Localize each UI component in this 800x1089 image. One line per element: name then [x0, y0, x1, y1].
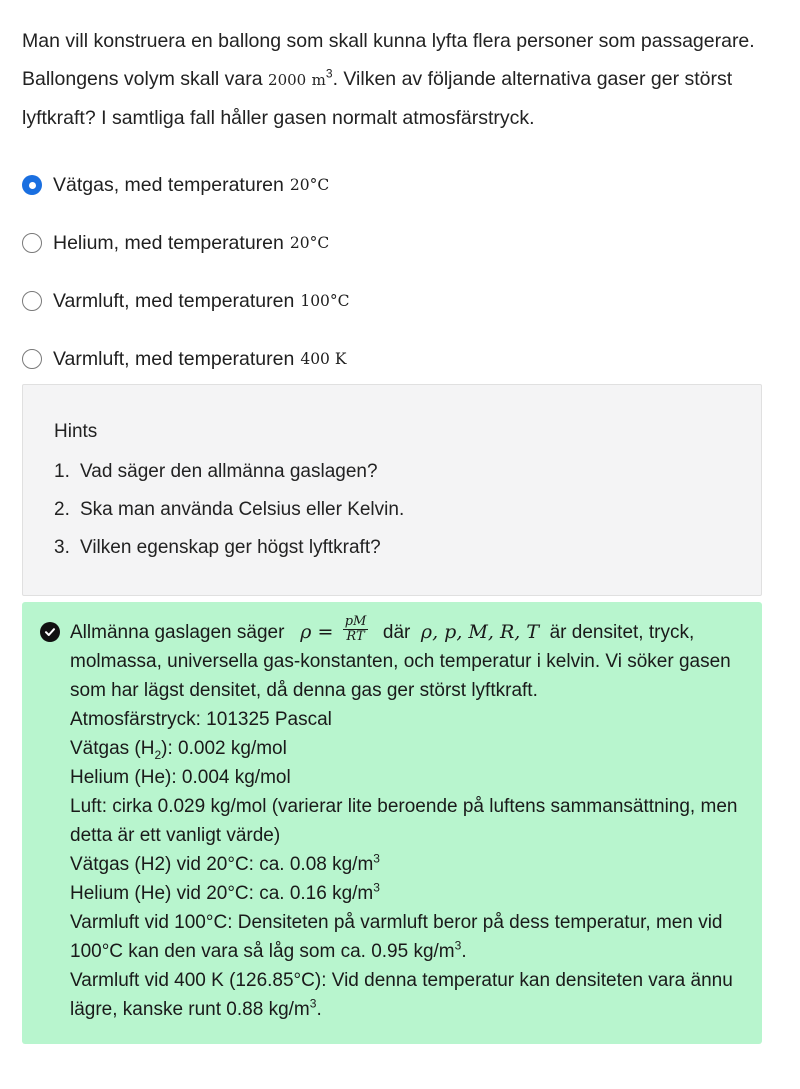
hint-item — [54, 491, 731, 529]
option-label: Varmluft, med temperaturen — [53, 289, 295, 312]
hint-number: 3. — [54, 537, 70, 558]
hints-title: Hints — [54, 421, 98, 442]
helium-density — [70, 879, 744, 908]
exponent: 3 — [309, 997, 317, 1012]
question-text — [22, 22, 762, 137]
h2-pre: Vätgas (H — [70, 738, 155, 760]
answer-options — [22, 156, 762, 388]
option-value: 20°C — [289, 176, 330, 194]
formula-lhs: ρ = — [300, 621, 334, 643]
formula-numerator: pM — [344, 614, 367, 630]
option-value: 20°C — [289, 234, 330, 252]
hint-item — [54, 453, 731, 491]
option-hydrogen-20c[interactable] — [22, 156, 762, 214]
formula-fraction — [343, 615, 369, 644]
hint-number: 1. — [54, 461, 70, 482]
volume-value: 2000 — [268, 71, 307, 89]
air-molar-mass: Luft: cirka 0.029 kg/mol (varierar lite beroende på luftens sammansättning, men detta är ett vanligt värde) — [70, 796, 738, 847]
volume-unit: m — [311, 71, 326, 89]
hint-text: Vilken egenskap ger högst lyftkraft? — [80, 537, 381, 558]
checkmark-icon — [44, 626, 56, 638]
option-hotair-100c[interactable] — [22, 272, 762, 330]
hydrogen-molar-mass — [70, 734, 744, 763]
hint-item — [54, 529, 731, 567]
intro-text: Allmänna gaslagen säger — [70, 622, 285, 643]
period: . — [316, 999, 322, 1021]
where-text: där — [382, 622, 411, 643]
volume-exponent: 3 — [325, 66, 333, 81]
answer-feedback-panel — [22, 602, 762, 1044]
option-label: Helium, med temperaturen — [53, 231, 284, 254]
hint-number: 2. — [54, 499, 70, 520]
hint-text: Ska man använda Celsius eller Kelvin. — [80, 499, 405, 520]
hotair-400-density — [70, 966, 744, 1024]
exponent: 3 — [373, 852, 380, 867]
hot100-text: Varmluft vid 100°C: Densiteten på varmluft beror på dess temperatur, men vid 100°C kan den vara så låg som ca. 0.95 kg/m — [70, 912, 723, 963]
h2-sub: 2 — [154, 748, 162, 763]
radio-icon[interactable] — [22, 233, 42, 253]
formula-symbols: ρ, p, M, R, T — [420, 621, 540, 643]
hotair-100-density — [70, 908, 744, 966]
h2-post: ): 0.002 kg/mol — [161, 738, 287, 760]
hydrogen-density — [70, 850, 744, 879]
formula-denominator: RT — [346, 629, 365, 645]
helium-molar-mass: Helium (He): 0.004 kg/mol — [70, 767, 291, 789]
question-part-2: . Vilken av följande alternativa gaser ger störst lyftkraft? I samtliga fall håller gasen normalt atmosfärstryck. — [22, 68, 733, 129]
option-hotair-400k[interactable] — [22, 330, 762, 388]
radio-selected-icon[interactable] — [22, 175, 42, 195]
h2-density-text: Vätgas (H2) vid 20°C: ca. 0.08 kg/m — [70, 854, 374, 876]
he-density-text: Helium (He) vid 20°C: ca. 0.16 kg/m — [70, 883, 374, 905]
hint-text: Vad säger den allmänna gaslagen? — [80, 461, 378, 482]
exponent: 3 — [454, 939, 462, 954]
radio-icon[interactable] — [22, 349, 42, 369]
option-label: Vätgas, med temperaturen — [53, 173, 284, 196]
option-label: Varmluft, med temperaturen — [53, 347, 295, 370]
exponent: 3 — [373, 881, 380, 896]
pressure-line: Atmosfärstryck: 101325 Pascal — [70, 709, 332, 731]
option-value: 400 K — [300, 350, 347, 368]
answer-intro — [70, 614, 744, 705]
hints-panel — [22, 384, 762, 596]
radio-icon[interactable] — [22, 291, 42, 311]
question-part-1: Man vill konstruera en ballong som skall kunna lyfta flera personer som passagerare. Ballongens volym skall vara — [22, 30, 755, 90]
hot400-text: Varmluft vid 400 K (126.85°C): Vid denna temperatur kan densiteten vara ännu lägre, kanske runt 0.88 kg/m — [70, 970, 733, 1021]
intro-rest: är densitet, tryck, molmassa, universella gas-konstanten, och temperatur i kelvin. Vi söker gasen som har lägst densitet, då denna gas ger störst lyftkraft. — [70, 622, 731, 702]
option-value: 100°C — [300, 292, 350, 310]
period: . — [461, 941, 467, 963]
option-helium-20c[interactable] — [22, 214, 762, 272]
check-circle-icon — [40, 622, 60, 642]
